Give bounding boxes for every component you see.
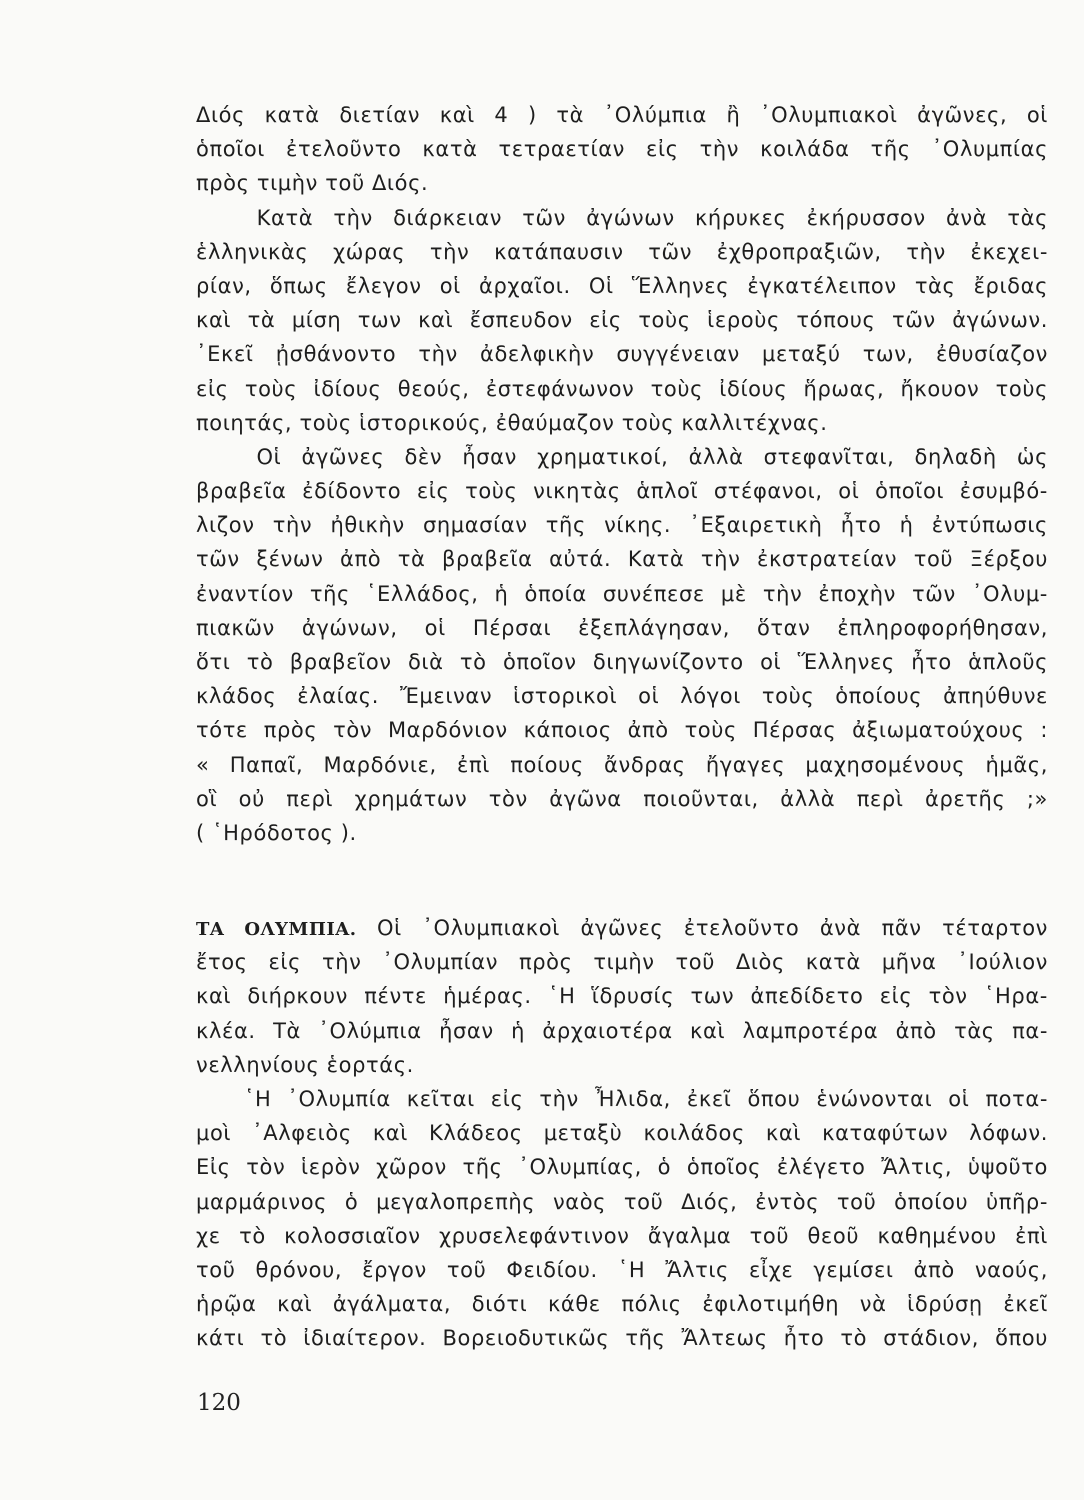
section-heading: ΤΑ ΟΛΥΜΠΙΑ.	[196, 919, 357, 940]
text-section-1	[196, 98, 1048, 850]
text-line: Κατὰ τὴν διάρκειαν τῶν ἀγώνων κήρυκες ἐκήρυσσον ἀνὰ τὰς	[196, 205, 1048, 230]
text-line: μοὶ ᾿Αλφειὸς καὶ Κλάδεος μεταξὺ κοιλάδος καὶ καταφύτων λόφων.	[196, 1121, 1048, 1146]
text-line: ὅτι τὸ βραβεῖον διὰ τὸ ὁποῖον διηγωνίζοντο οἱ Ἕλληνες ἦτο ἁπλοῦς	[196, 650, 1048, 674]
text-line: Οἱ ἀγῶνες δὲν ἦσαν χρηματικοί, ἀλλὰ στεφανῖται, δηλαδὴ ὡς	[196, 444, 1048, 469]
text-line: κάτι τὸ ἰδιαίτερον. Βορειοδυτικῶς τῆς Ἄλτεως ἦτο τὸ στάδιον, ὅπου	[196, 1326, 1048, 1351]
text-line: ἔτος εἰς τὴν ᾿Ολυμπίαν πρὸς τιμὴν τοῦ Διὸς κατὰ μῆνα ᾿Ιούλιον	[196, 950, 1048, 975]
text-line: νελληνίους ἑορτάς.	[196, 1052, 414, 1077]
text-line: λιζον τὴν ἠθικὴν σημασίαν τῆς νίκης. ᾿Εξαιρετικὴ ἦτο ἡ ἐντύπωσις	[196, 513, 1048, 538]
text-line: κλέα. Τὰ ᾿Ολύμπια ἦσαν ἡ ἀρχαιοτέρα καὶ λαμπροτέρα ἀπὸ τὰς πα-	[196, 1018, 1048, 1043]
text-line: πρὸς τιμὴν τοῦ Διός.	[196, 171, 429, 196]
text-line: κλάδος ἐλαίας. Ἔμειναν ἱστορικοὶ οἱ λόγοι τοὺς ὁποίους ἀπηύθυνε	[196, 684, 1048, 709]
text-line: πιακῶν ἀγώνων, οἱ Πέρσαι ἐξεπλάγησαν, ὅταν ἐπληροφορήθησαν,	[196, 615, 1048, 640]
text-line: οἳ οὐ περὶ χρημάτων τὸν ἀγῶνα ποιοῦνται, ἀλλὰ περὶ ἀρετῆς ;»	[196, 786, 1048, 811]
page-number: 120	[197, 1390, 241, 1416]
text-line: « Παπαῖ, Μαρδόνιε, ἐπὶ ποίους ἄνδρας ἤγαγες μαχησομένους ἡμᾶς,	[196, 752, 1048, 777]
text-line: ρίαν, ὅπως ἔλεγον οἱ ἀρχαῖοι. Οἱ Ἕλληνες ἐγκατέλειπον τὰς ἔριδας	[196, 273, 1048, 298]
text-line: ὁποῖοι ἐτελοῦντο κατὰ τετραετίαν εἰς τὴν κοιλάδα τῆς ᾿Ολυμπίας	[196, 137, 1048, 162]
text-line: βραβεῖα ἐδίδοντο εἰς τοὺς νικητὰς ἁπλοῖ στέφανοι, οἱ ὁποῖοι ἐσυμβό-	[196, 479, 1048, 504]
text-line: ἡρῷα καὶ ἀγάλματα, διότι κάθε πόλις ἐφιλοτιμήθη νὰ ἱδρύσῃ ἐκεῖ	[196, 1292, 1048, 1317]
text-line: ἐναντίον τῆς ῾Ελλάδος, ἡ ὁποία συνέπεσε μὲ τὴν ἐποχὴν τῶν ᾿Ολυμ-	[196, 581, 1048, 606]
text-line: Εἰς τὸν ἱερὸν χῶρον τῆς ᾿Ολυμπίας, ὁ ὁποῖος ἐλέγετο Ἄλτις, ὑψοῦτο	[196, 1155, 1048, 1180]
text-line: καὶ τὰ μίση των καὶ ἔσπευδον εἰς τοὺς ἱεροὺς τόπους τῶν ἀγώνων.	[196, 308, 1048, 333]
text-line: χε τὸ κολοσσιαῖον χρυσελεφάντινον ἄγαλμα τοῦ θεοῦ καθημένου ἐπὶ	[196, 1223, 1048, 1248]
text-line: ἑλληνικὰς χώρας τὴν κατάπαυσιν τῶν ἐχθροπραξιῶν, τὴν ἐκεχει-	[196, 239, 1048, 264]
text-line: Διός κατὰ διετίαν καὶ 4 ) τὰ ᾿Ολύμπια ἢ ᾿Ολυμπιακοὶ ἀγῶνες, οἱ	[196, 103, 1048, 127]
text-line: μαρμάρινος ὁ μεγαλοπρεπὴς ναὸς τοῦ Διός, ἐντὸς τοῦ ὁποίου ὑπῆρ-	[196, 1189, 1048, 1214]
heading-line-rest: Οἱ ᾿Ολυμπιακοὶ ἀγῶνες ἐτελοῦντο ἀνὰ πᾶν τέταρτον	[356, 916, 1048, 940]
text-line: ῾Η ᾿Ολυμπία κεῖται εἰς τὴν Ἦλιδα, ἐκεῖ ὅπου ἑνώνονται οἱ ποτα-	[196, 1086, 1048, 1111]
text-line: ( ῾Ηρόδοτος ).	[196, 820, 357, 845]
text-line: τότε πρὸς τὸν Μαρδόνιον κάποιος ἀπὸ τοὺς Πέρσας ἀξιωματούχους :	[196, 718, 1048, 743]
text-line: τῶν ξένων ἀπὸ τὰ βραβεῖα αὐτά. Κατὰ τὴν ἐκστρατείαν τοῦ Ξέρξου	[196, 547, 1048, 572]
section-first-line	[196, 911, 1048, 945]
text-line: τοῦ θρόνου, ἔργον τοῦ Φειδίου. ῾Η Ἄλτις εἶχε γεμίσει ἀπὸ ναούς,	[196, 1257, 1048, 1282]
text-line: ᾿Εκεῖ ᾐσθάνοντο τὴν ἀδελφικὴν συγγένειαν μεταξύ των, ἐθυσίαζον	[196, 342, 1048, 367]
text-section-2	[196, 911, 1048, 1355]
text-line: καὶ διήρκουν πέντε ἡμέρας. ῾Η ἵδρυσίς των ἀπεδίδετο εἰς τὸν ῾Ηρα-	[196, 984, 1048, 1009]
text-line: ποιητάς, τοὺς ἱστορικούς, ἐθαύμαζον τοὺς καλλιτέχνας.	[196, 410, 828, 435]
text-line: εἰς τοὺς ἰδίους θεούς, ἐστεφάνωνον τοὺς ἰδίους ἥρωας, ἤκουον τοὺς	[196, 376, 1048, 401]
